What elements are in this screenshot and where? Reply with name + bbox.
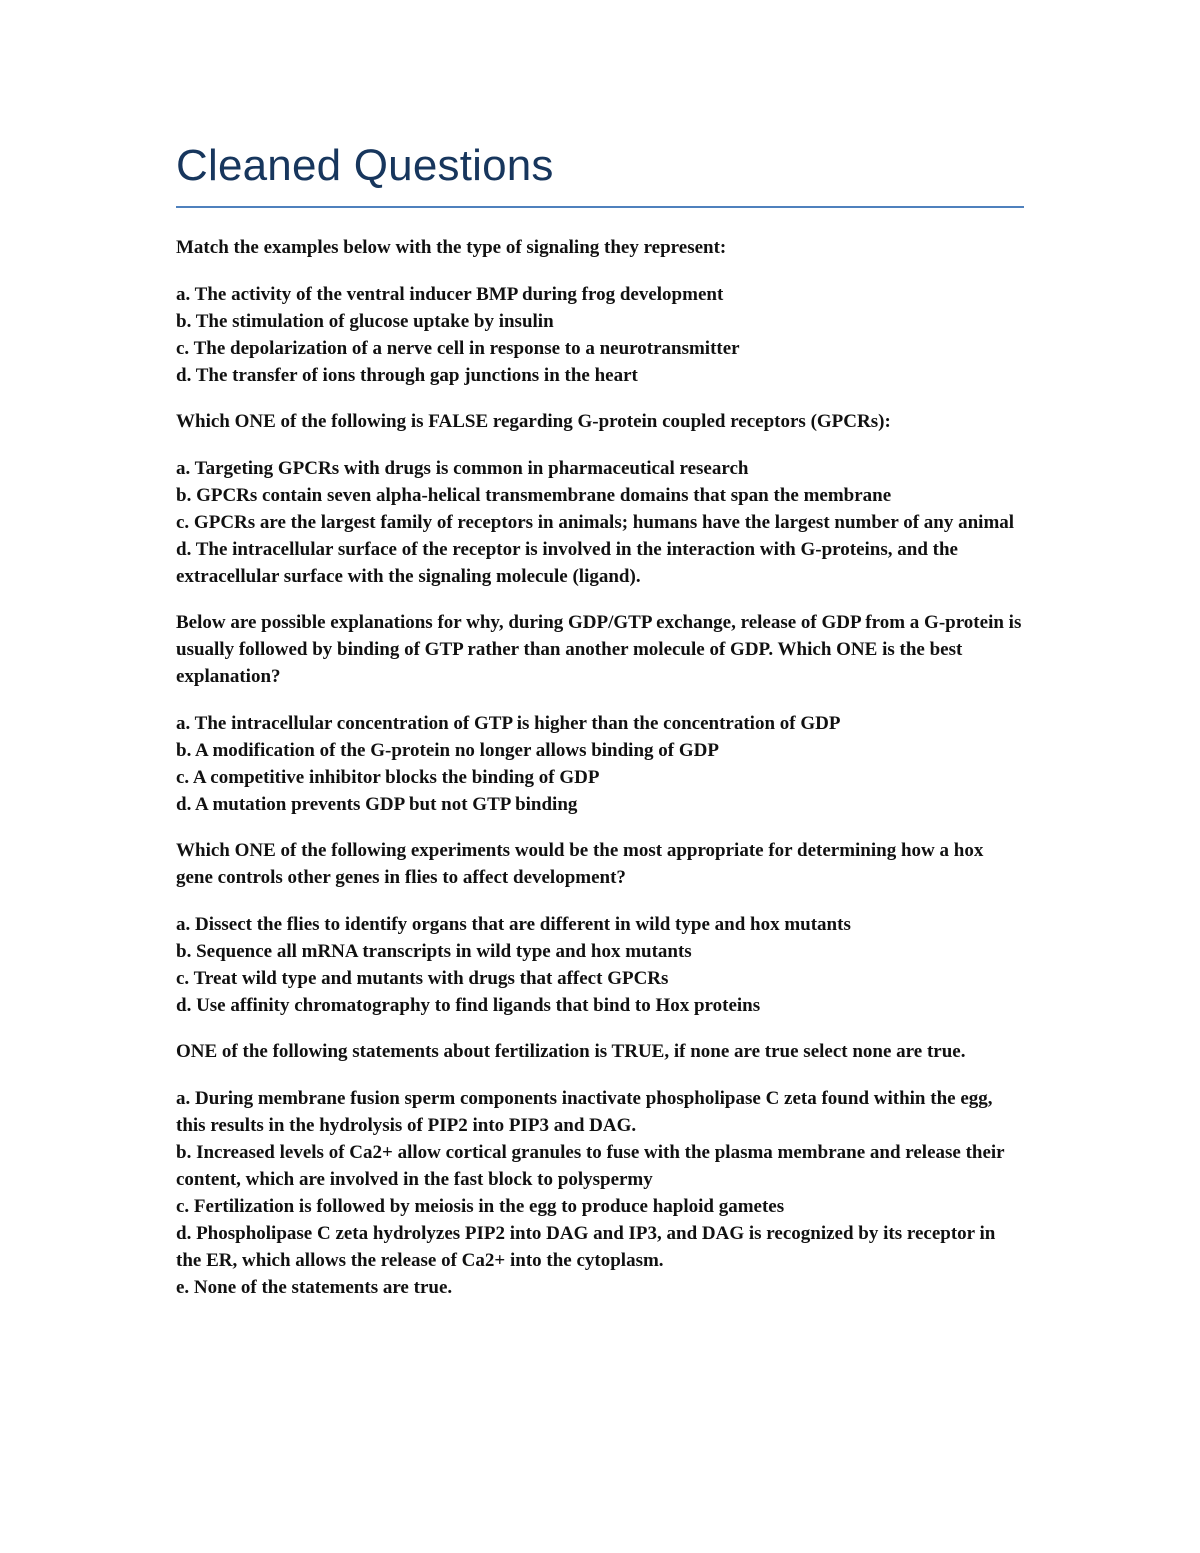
- question-prompt: Below are possible explanations for why, during GDP/GTP exchange, release of GDP from a G-protein is usually followed by binding of GTP rather than another molecule of GDP. Which ONE is the best explanation?: [176, 612, 1022, 687]
- option-item: a. Targeting GPCRs with drugs is common in pharmaceutical research: [176, 458, 749, 479]
- option-item: a. The activity of the ventral inducer BMP during frog development: [176, 284, 724, 305]
- option-item: d. Use affinity chromatography to find ligands that bind to Hox proteins: [176, 995, 761, 1016]
- option-list: [176, 1085, 1024, 1301]
- option-item: b. Increased levels of Ca2+ allow cortical granules to fuse with the plasma membrane and release their content, which are involved in the fast block to polyspermy: [176, 1142, 1005, 1190]
- option-item: b. Sequence all mRNA transcripts in wild type and hox mutants: [176, 941, 692, 962]
- option-item: b. A modification of the G-protein no longer allows binding of GDP: [176, 740, 719, 761]
- question-block-1: [176, 234, 1024, 389]
- page-title: Cleaned Questions: [176, 141, 554, 190]
- option-item: a. Dissect the flies to identify organs that are different in wild type and hox mutants: [176, 914, 851, 935]
- option-item: c. Treat wild type and mutants with drugs that affect GPCRs: [176, 968, 669, 989]
- question-prompt: ONE of the following statements about fertilization is TRUE, if none are true select none are true.: [176, 1041, 966, 1062]
- question-block-3: [176, 609, 1024, 818]
- option-list: [176, 455, 1024, 590]
- option-list: [176, 281, 1024, 389]
- option-item: a. The intracellular concentration of GTP is higher than the concentration of GDP: [176, 713, 841, 734]
- question-prompt: Match the examples below with the type of signaling they represent:: [176, 237, 727, 258]
- option-item: d. Phospholipase C zeta hydrolyzes PIP2 into DAG and IP3, and DAG is recognized by its receptor in the ER, which allows the release of Ca2+ into the cytoplasm.: [176, 1223, 996, 1271]
- option-item: a. During membrane fusion sperm components inactivate phospholipase C zeta found within the egg, this results in the hydrolysis of PIP2 into PIP3 and DAG.: [176, 1088, 993, 1136]
- option-list: [176, 710, 1024, 818]
- document-content: [176, 138, 1024, 1301]
- option-item: c. Fertilization is followed by meiosis in the egg to produce haploid gametes: [176, 1196, 785, 1217]
- option-list: [176, 911, 1024, 1019]
- question-block-2: [176, 408, 1024, 590]
- option-item: c. GPCRs are the largest family of receptors in animals; humans have the largest number of any animal: [176, 512, 1015, 533]
- question-block-4: [176, 837, 1024, 1019]
- question-prompt: Which ONE of the following experiments would be the most appropriate for determining how a hox gene controls other genes in flies to affect development?: [176, 840, 984, 888]
- option-item: d. A mutation prevents GDP but not GTP binding: [176, 794, 578, 815]
- option-item: b. GPCRs contain seven alpha-helical transmembrane domains that span the membrane: [176, 485, 892, 506]
- option-item: d. The intracellular surface of the receptor is involved in the interaction with G-proteins, and the extracellular surface with the signaling molecule (ligand).: [176, 539, 958, 587]
- option-item: c. A competitive inhibitor blocks the binding of GDP: [176, 767, 600, 788]
- option-item: d. The transfer of ions through gap junctions in the heart: [176, 365, 638, 386]
- question-block-5: [176, 1038, 1024, 1301]
- option-item: c. The depolarization of a nerve cell in response to a neurotransmitter: [176, 338, 740, 359]
- option-item: b. The stimulation of glucose uptake by insulin: [176, 311, 554, 332]
- question-prompt: Which ONE of the following is FALSE regarding G-protein coupled receptors (GPCRs):: [176, 411, 891, 432]
- title-divider: [176, 206, 1024, 208]
- option-item: e. None of the statements are true.: [176, 1277, 453, 1298]
